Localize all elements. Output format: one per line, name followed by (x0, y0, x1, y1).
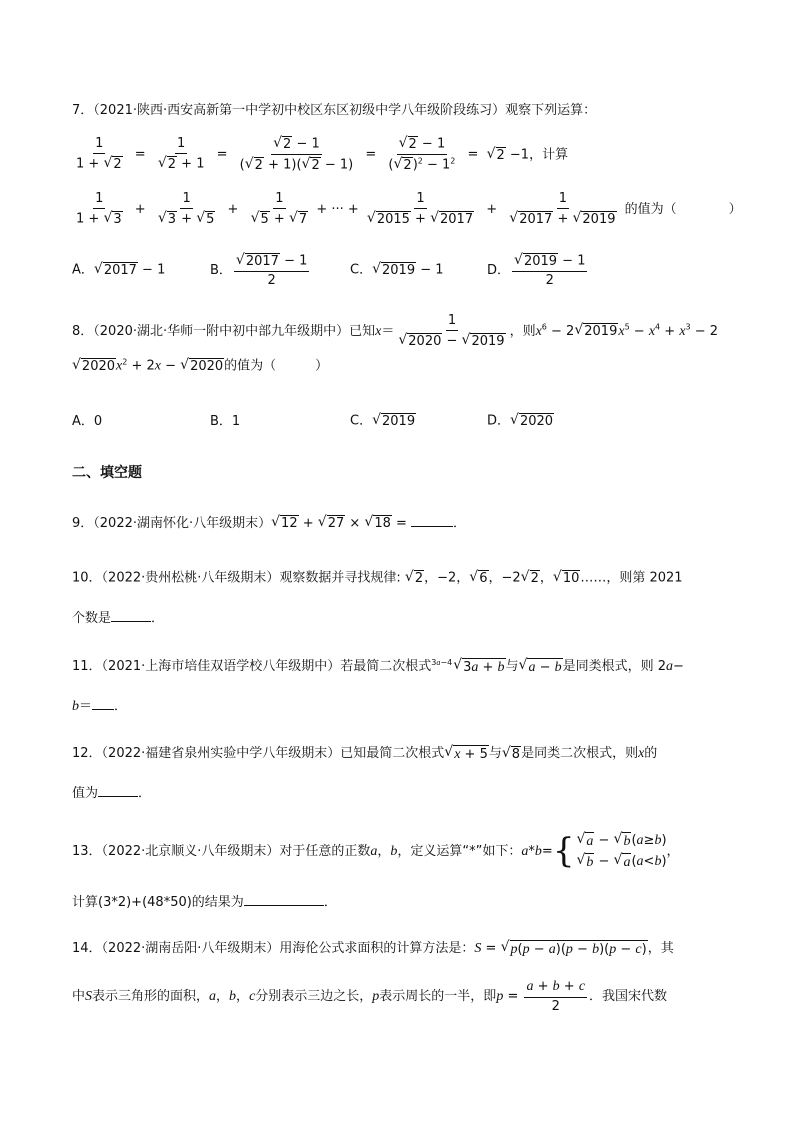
q8-stem: 8．（2020·湖北·华师一附中初中部九年级期中）已知 (72, 323, 376, 339)
q8-option-a[interactable]: A．0 (72, 414, 103, 429)
q7-stem: 7．（2021·陕西·西安高新第一中学初中校区东区初级中学八年级阶段练习）观察下列运算： (72, 103, 597, 118)
q7-option-a[interactable]: A． √ 2017 − 1 (72, 261, 166, 278)
q11-line2: b＝ ． (72, 699, 128, 714)
q14-line1: 14．（2022·湖南岳阳·八年级期末）用海伦公式求面积的计算方法是：S = √ p(p − a)(p − b)(p − c) ，其 (72, 939, 674, 957)
q12-line2: 值为 ． (72, 786, 152, 801)
fraction: √ 2 − 1 ( √ 2 + 1)( √ 2 − 1) (239, 135, 354, 174)
q8-line2: √ 2020 $x^2 + 2x$ − √ 2020 的值为（ ） (72, 357, 329, 374)
q13-line1: 13．（2022·北京顺义·八年级期末）对于任意的正数a，b，定义运算“*”如下：a*b= { √ a − √ b (a≥b) √ b − √ a (a<b) ， (72, 831, 680, 872)
q14-line2: 中S表示三角形的面积，a，b，c分别表示三边之长，p表示周长的一半，即p = $\frac{a + b + c}{2}$ ．我国宋代数 (72, 979, 668, 1014)
q7-option-d[interactable]: D． √ 2019 − 1 2 (487, 252, 586, 289)
q9-line: 9．（2022·湖南怀化·八年级期末） √ 12 + √ 27 × √ 18 = ． (72, 514, 467, 532)
q7-option-c[interactable]: C． √ 2019 − 1 (350, 261, 444, 278)
q8-option-b[interactable]: B．1 (210, 414, 241, 429)
q7-compute-word: ，计算 (529, 147, 569, 163)
q7-series-line: 1 1 + √ 3 + 1 √ 3 + √ 5 + 1 √ 5 + √ 7 + ··· + 1 √ 2015 + √ 2017 + 1 √ 2017 + √ 2019 的值为（ ） (76, 191, 742, 227)
q10-line2: 个数是 ． (72, 611, 165, 626)
q13-line2: 计算(3*2)+(48*50)的结果为 ． (72, 895, 337, 910)
q7-ellipsis: + ··· + (316, 201, 359, 217)
q7-value-word: 的值为（ ） (624, 201, 742, 217)
section-title: 二、填空题 (72, 465, 142, 481)
fraction: 1 1 + √ 2 (76, 136, 122, 172)
answer-blank[interactable] (98, 784, 138, 797)
q8-option-d[interactable]: D． √ 2020 (487, 412, 554, 429)
fraction: √ 2 − 1 ( √ 2 )$^2 - 1^2$ (388, 135, 456, 174)
answer-blank[interactable] (411, 514, 453, 527)
q11-line1: 11．（2021·上海市培佳双语学校八年级期中）若最简二次根式$^{3a-4}$ √ 3a + b 与 √ a − b 是同类根式，则 2a− (72, 657, 684, 675)
answer-blank[interactable] (244, 893, 324, 906)
answer-blank[interactable] (111, 609, 151, 622)
answer-blank[interactable] (92, 697, 114, 710)
q7-example-line: 1 1 + √ 2 = 1 √ 2 + 1 = √ 2 − 1 ( √ 2 + 1)( √ 2 − 1) = √ 2 − 1 ( √ 2 )$^2 - 1^2$ = √ 2 −1，计算 (76, 135, 569, 174)
q12-line1: 12．（2022·福建省泉州实验中学八年级期末）已知最简二次根式 √ x + 5 与 √ 8 是同类二次根式，则x的 (72, 744, 658, 762)
q10-line1: 10．（2022·贵州松桃·八年级期末）观察数据并寻找规律: √ 2 ，−2， √ 6 ，−2 √ 2 ， √ 10 ……，则第 2021 (72, 569, 683, 586)
q7-option-b[interactable]: B． √ 2017 − 1 2 (210, 252, 308, 289)
q8-option-c[interactable]: C． √ 2019 (350, 412, 416, 429)
q8-line1: 8．（2020·湖北·华师一附中初中部九年级期中）已知x＝ 1 √ 2020 − √ 2019 ，则$x^6 - 2$ √ 2019 $x^5 - x^4 + x^3 - 2$ (72, 313, 719, 349)
fraction: 1 √ 2 + 1 (157, 136, 205, 172)
